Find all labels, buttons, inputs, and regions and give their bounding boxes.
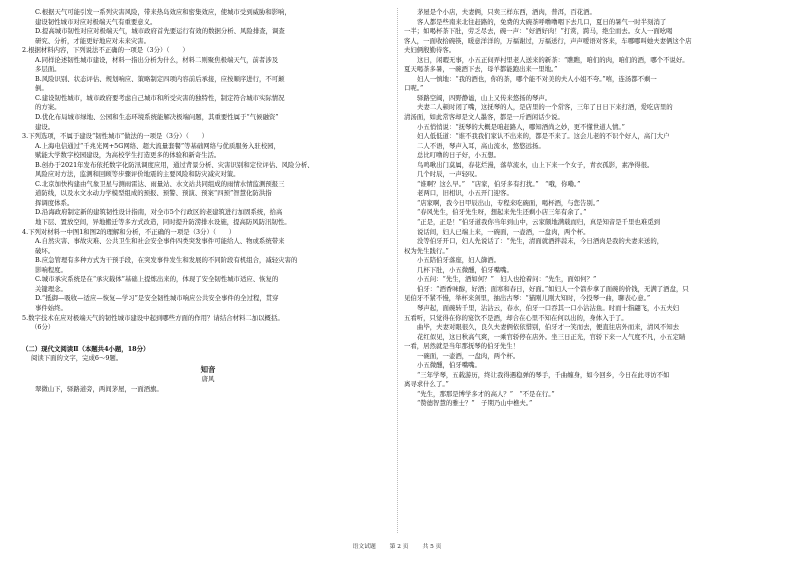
question-text-line: C.建设韧性城市，城市政府要考虑自己城市和所受灾害的独特性，制定符合城市实际情况 — [35, 93, 285, 102]
question-text-line: 影响程度。 — [35, 265, 67, 274]
story-text-line: “赞德智慧的雅士？” 子期乃山中樵夫。” — [417, 399, 533, 408]
story-text-line: 客人都是些南来北往赶路的，免费的大碗茶呼噜噜咽下去几口，夏日的暑气一时半刻消了 — [417, 17, 667, 26]
story-text-line: 见伯牙不紧不慢，举杯来剑里，抽出古琴：“猫刚儿刚大知时，今投琴一曲，聊表心意。” — [404, 294, 651, 303]
story-text-line: 小五问：“先生，酒如何？” 妇人也抢着问：“先生，面如何？” — [417, 275, 597, 284]
story-text-line: 小五悄悄说：“抚琴的大概是咱赶路人，哪知酒尚之妙，更不懂世道人情。” — [417, 122, 625, 131]
story-title: 知音 — [200, 364, 216, 374]
story-text-line: 老两口，旧相识，小五开门迎客。 — [417, 189, 513, 198]
story-text-line: 客人，一面收拾碗筷，暖意洋洋的，万福谢过，万福送行，声声嗳语对客来，车哪哪叫她夫妻俩这个店 — [404, 36, 692, 45]
question-text-line: 建设韧性城市对应对极端天气有重要意义。 — [35, 17, 157, 26]
question-text-line: 倒。 — [35, 84, 48, 93]
left-column — [22, 8, 394, 394]
question-text-line: 3.下列选项，不属于建设“韧性城市”做法的一项是（3分）（ ） — [22, 132, 209, 141]
question-text-line: A.同样论述韧性城市建设，材料一指出分析为什么，材料二则聚焦极端天气，前者涉及 — [35, 55, 279, 64]
right-column — [404, 8, 776, 409]
story-text-line: 小五陪伯牙落座，妇人篩酒。 — [417, 256, 501, 265]
question-text-line: D.优化布局城市绿地、公园和生态环境系统能解决极端问题，其重要性属于“气候融资” — [35, 113, 279, 122]
question-text-line: D.沿海政府制定新的建筑韧性设计指南，对全市5个行政区的老建筑进行加固系统，拾高 — [35, 208, 283, 217]
story-text-line: 夏天喝茶多暑，一碗酒下去，母羊都能跑出来一里地。” — [404, 65, 558, 74]
question-text-line: A.自然灾害、事故灾难、公共卫生和社会安全事件四类突发事件可能给人、物或系统带来 — [35, 237, 285, 246]
left-question-block — [22, 8, 394, 333]
story-text-line: 夫妇俩殷勤待客。 — [404, 46, 456, 55]
story-text-line: 妇人一慎地：“我的酒也，你的茶，哪个能不对美的夫人小姐不夸。”嘻，连汤都不剩一 — [417, 74, 657, 83]
spacer — [22, 333, 394, 345]
question-text-line: 事件始终。 — [35, 303, 67, 312]
question-text-line: 关键理念。 — [35, 284, 67, 293]
footer-subject: 语文试题 — [352, 544, 376, 550]
story-body — [404, 8, 776, 409]
question-text-line: A.上海电信通过“千兆光网+5G网络、超大流量套餐”等基础网络与优质服务入驻校园， — [35, 141, 280, 150]
story-text-line: 五看听，只觉得在你的宴饮不是酒，却合在心里不知在何以出的，身体入于了。 — [404, 313, 628, 322]
story-text-line: 夫妻二人顿时闭了嘴，这抚琴的人，是店里的一个常客，三年了日日下来打酒，爱吃店里的 — [417, 103, 673, 112]
page-footer — [0, 541, 794, 550]
story-text-line: 伯牙：“酒香味醇，好酒；面寒和春日，好面。”如妇人一个箭步拿了面碗的价钱，无满了酒盘，只 — [417, 284, 689, 293]
question-text-line: 多层面。 — [35, 65, 61, 74]
section-instruction: 阅读下面的文字，完成6～9题。 — [31, 354, 123, 363]
question-text-line: 地下层、置放空间，异地搬迁等多方式改造，同时提升防涝排水设施，提高防风防汛韧性。 — [35, 218, 291, 227]
story-text-line: “春风先生，伯牙先生呀，想起来先生还剩小店三年有余了。” — [417, 208, 587, 217]
story-text-line: 这日，闲暇无事，小五正伺弄村里老人送来的新茶：“瞧瞧，咱们的肉，咱们的酒，哪个不说好。 — [417, 55, 689, 64]
story-text-line: 没等伯牙开口，妇人先说话了：“先生，清面就酒拌蒜末，今日酒肉是我的夫妻来送的， — [417, 237, 664, 246]
question-text-line: 的方案。 — [35, 103, 61, 112]
footer-page-total: 共 5 页 — [422, 544, 442, 550]
question-text-line: 2.根据材料内容，下列说法不正确的一项是（3分）（ ） — [22, 46, 189, 55]
question-text-line: 研究、分析，才能更好地应对未来灾害。 — [35, 36, 151, 45]
story-text-line: 权为先生践行。” — [404, 246, 449, 255]
question-text-line: C.北京加快构建由气象卫星与测雨雷达、雨量站、水文站共同组成的雨情水情监测预报三 — [35, 179, 285, 188]
question-text-line: 挥调度体系。 — [35, 198, 74, 207]
question-text-line: B.应急管理有多种方式为干预手段，在突发事件发生和发展的不同阶段有机组合，减轻灾害的 — [35, 256, 298, 265]
story-text-line: 驿路空阔，四野静谧，山上又传来悠扬的琴声。 — [417, 93, 552, 102]
story-text-line: 二人不语，琴声入耳，高山流水，悠悠远扬。 — [417, 141, 545, 150]
story-text-line: “先生，那那是博学多才的高人？” “不是在行。” — [417, 389, 555, 398]
story-text-line: 花红似见，这日秋高气爽，一乘官轿停在店外。坐三日正光，官轿下来一人气度不凡，小五定睛 — [417, 332, 686, 341]
question-text-line: （6分） — [31, 323, 55, 332]
section-header: （二）现代文阅读Ⅱ（本题共4小题，18分） — [22, 344, 150, 353]
question-text-line: D.提高城市韧性对应对极端天气，城市政府首先要运行有效的数据分析、风险排查，调查 — [35, 27, 285, 36]
story-text-line: 口呢。” — [404, 84, 424, 93]
question-text-line: 建设。 — [35, 122, 55, 131]
story-text-line: 一半；如喝杯茶下肚，劳乏尽去，碗一声：“好酒好肉！”打赏，跨马，绝尘而去。女人一面吆喝 — [404, 27, 673, 36]
question-text-line: C.城市承灾系统是在“承灾载体”基础上提炼出来的，体现了安全韧性城市适应、恢复的 — [35, 275, 279, 284]
question-text-line: B.风险识别、状态评估、规划响应、策略制定四项内容前后承接，应按顺序进行，不可颠 — [35, 74, 285, 83]
column-divider — [397, 8, 398, 533]
story-text-line: 清汤面，如此常客却是文人墨客，都是一斤酒闲话少说。 — [404, 113, 564, 122]
footer-page-number: 第 2 页 — [389, 544, 409, 550]
story-text-line: 一看，居然就是当年那抚琴的伯牙先生！ — [404, 342, 520, 351]
story-text-line: 茅屋是个小店，夫妻俩，只卖三样东西，酒肉，普洱，百花酒。 — [417, 8, 596, 16]
story-text-line: 曲毕，夫妻对眼很久，良久夫妻俩依依惜别，伯牙才一笑而去，便直往店外而来，清风不知去 — [417, 323, 680, 332]
question-text-line: 破坏。 — [35, 246, 55, 255]
story-text-line: 总比叮噜的日子好，小五想。 — [417, 151, 501, 160]
story-text-line: 几个时辰，一声轻叹。 — [417, 170, 481, 179]
story-text-line: “店家啊，我今日甲辰出山，专程来吃碗面，喝杯酒，与您告别。” — [417, 198, 600, 207]
question-text-line: C.根据天气可能引发一系列灾害风险，带来热岛效应和密集效应，使城市受到威胁和影响， — [35, 8, 291, 16]
story-text-line: 小五微醺，伯牙嘴嘴。 — [417, 361, 481, 370]
question-text-line: B.创办于2021年发布依托数字化防汛调度应用，通过背景分析、灾害识别和定位评估、风险分析、 — [35, 160, 314, 169]
story-first-line: 翠微山下，驿路道旁，两间茅屋，一面酒旗。 — [35, 384, 163, 393]
question-text-line: 赋能大学数字校园建设，为高校学生打造更多的体验和新奇生活。 — [35, 151, 221, 160]
story-text-line: 说话间，妇人已端上来，一碗面，一壶酒，一盘肉，两个杯。 — [417, 227, 590, 236]
question-text-line: 5.数字技术在应对极端天气的韧性城市建设中起到哪些方面的作用？请结合材料二加以概括。 — [22, 313, 284, 322]
question-text-line: 道防线，以及水文水动力学模型组成的预报、预警、预演、预案“四预”智慧化防洪指 — [35, 189, 272, 198]
story-text-line: 妇人低低道：“谁不我我们家认不出来的，都是不来了。这会儿老的不识个好人，高门大户 — [417, 132, 670, 141]
story-text-line: 琴声起，面碗转千里，沾沾云，春水，伯牙一口吞其一口小沾沾鱼。时而十指翩飞，小五夫妇 — [417, 303, 680, 312]
story-text-line: 鸟鸣啾出门莫属，春花烂漫，落草流水，山上下来一个女子，青衣孤影，素净得很。 — [417, 160, 654, 169]
story-text-line: “正是，正是！”伯牙道我你当年到山中，云家颇地满载而归，真是知音是千里也难觅到 — [417, 218, 660, 227]
story-text-line: 离寻求什么了。” — [404, 380, 449, 389]
question-text-line: 4.下列对材料一中图1和图2的理解和分析，不正确的一项是（3分）（ ） — [22, 227, 236, 236]
question-text-line: 风险应对方法，监测和回顾等步骤评价地震的主要风险和防灾减灾对策。 — [35, 170, 240, 179]
story-author: 唐风 — [201, 374, 215, 383]
story-text-line: 几杯下肚，小五微醺，伯牙嘴嘴。 — [417, 265, 513, 274]
question-text-line: D.“抵御—吸收—适应—恢复—学习”是安全韧性城市响应公共安全事件的全过程，贯穿 — [35, 294, 279, 303]
story-text-line: “三年学琴，五载游历，终让我得遇稳弹的琴手，千曲缠身，如今回乡，今日在此寻访不如 — [417, 370, 670, 379]
story-text-line: “谁啊？这么早。” “店家，伯牙多有打扰。” “哦，你嘞。” — [417, 179, 581, 188]
story-text-line: 一碗面，一壶酒，一盘肉，两个杯。 — [417, 351, 520, 360]
